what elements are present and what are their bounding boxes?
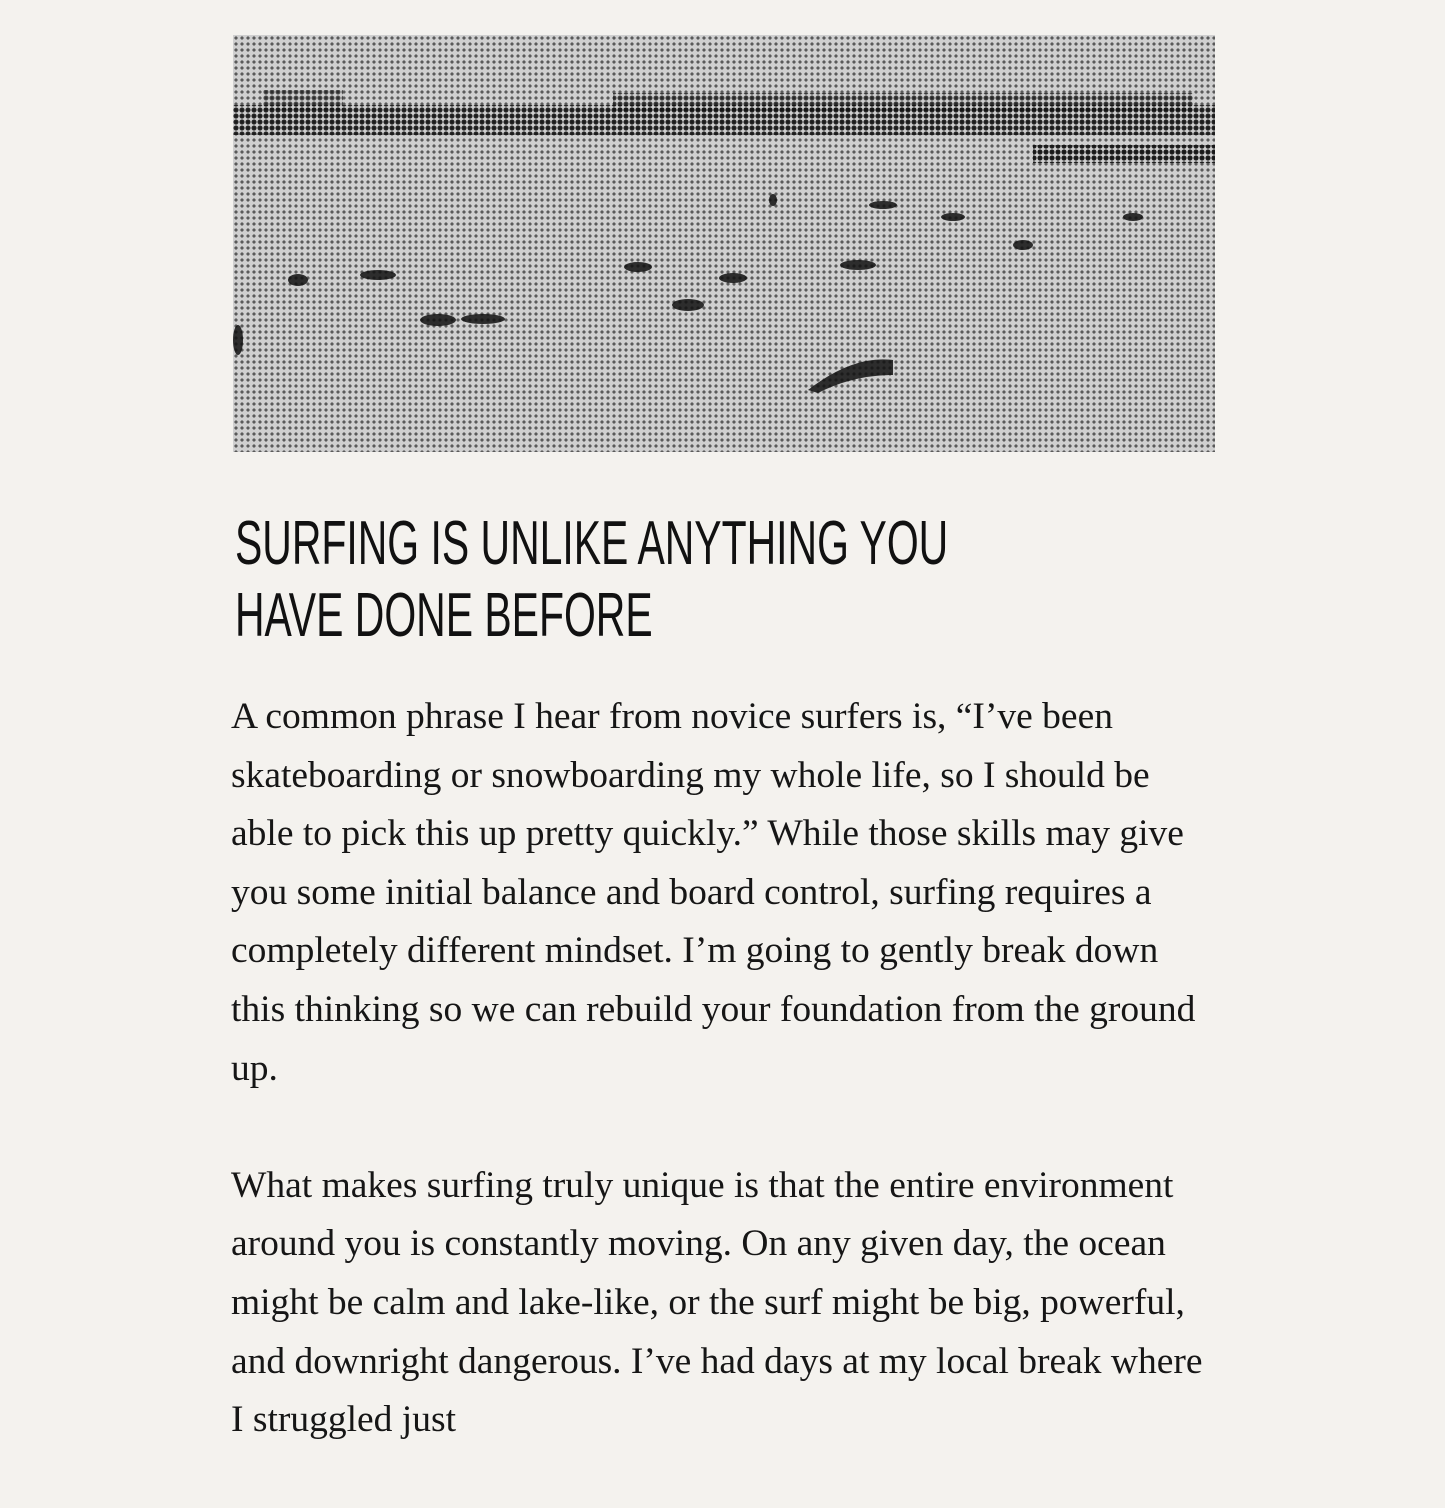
paragraph: A common phrase I hear from novice surfers is, “I’ve been skateboarding or snowboarding my whole life, so I should be able to pick this up pretty quickly.” While those skills may give you some initial balance and board control, surfing requires a completely different mindset. I’m going to gently break down this thinking so we can rebuild your foundation from the ground up. [231,696,1196,1089]
paragraph: What makes surfing truly unique is that the entire environment around you is constantly moving. On any given day, the ocean might be calm and lake-like, or the surf might be big, powerful, and downright dangerous. I’ve had days at my local break where I struggled just [231,1164,1203,1441]
hero-image [233,35,1215,452]
article-title: SURFING IS UNLIKE ANYTHING YOU HAVE DONE BEFORE [235,509,949,650]
surf-photo-illustration [233,35,1215,452]
article-body [231,688,1221,1508]
